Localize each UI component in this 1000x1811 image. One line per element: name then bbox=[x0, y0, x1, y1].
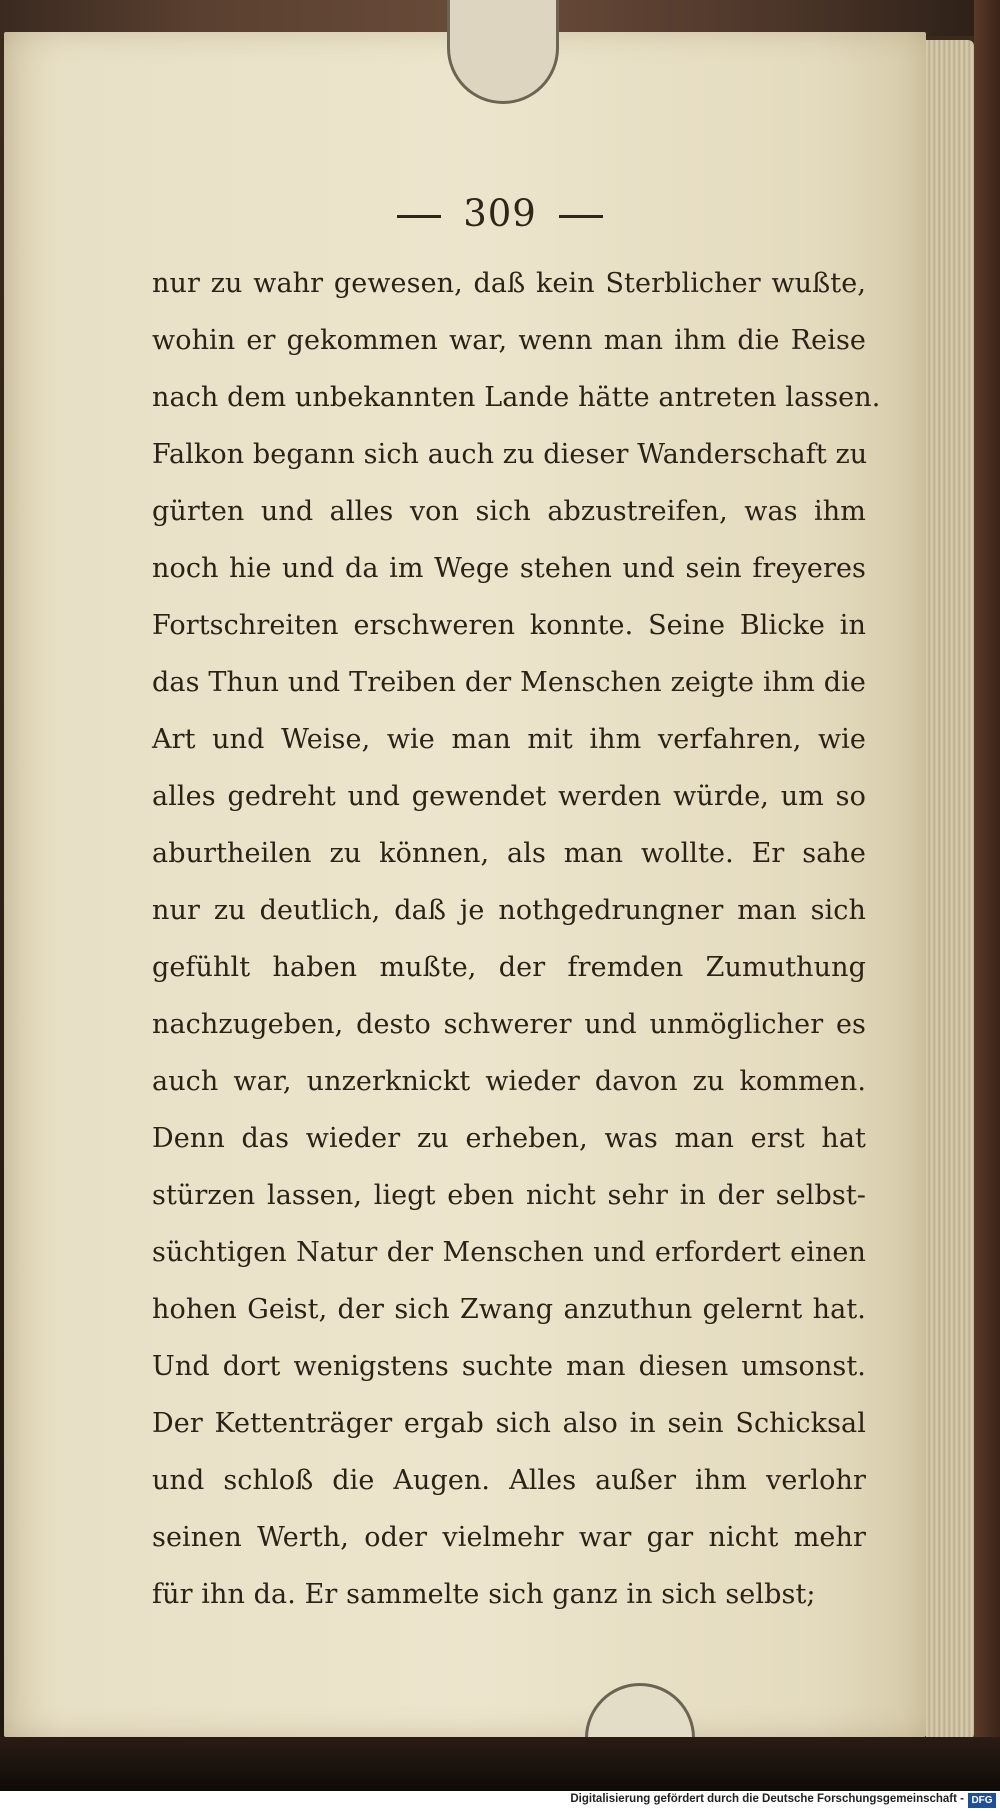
text-line: aburtheilen zu können, als man wollte. Er sahe bbox=[152, 838, 866, 869]
text-line: das Thun und Treiben der Menschen zeigte ihm die bbox=[152, 667, 866, 698]
footer-bar bbox=[0, 1791, 1000, 1811]
text-line: seinen Werth, oder vielmehr war gar nicht mehr bbox=[152, 1522, 866, 1553]
text-line: süchtigen Natur der Menschen und erfordert einen bbox=[152, 1237, 866, 1268]
dfg-logo: DFG bbox=[968, 1793, 996, 1808]
text-line: Art und Weise, wie man mit ihm verfahren, wie bbox=[152, 724, 866, 755]
text-line: nach dem unbekannten Lande hätte antreten lassen. bbox=[152, 382, 881, 413]
page-number bbox=[0, 192, 1000, 235]
text-line: wohin er gekommen war, wenn man ihm die Reise bbox=[152, 325, 866, 356]
text-line: alles gedreht und gewendet werden würde, um so bbox=[152, 781, 866, 812]
text-line: noch hie und da im Wege stehen und sein freyeres bbox=[152, 553, 866, 584]
text-line: Denn das wieder zu erheben, was man erst hat bbox=[152, 1123, 866, 1154]
text-line: auch war, unzerknickt wieder davon zu kommen. bbox=[152, 1066, 866, 1097]
dash-right bbox=[559, 215, 603, 218]
text-line: Der Kettenträger ergab sich also in sein Schicksal bbox=[152, 1408, 866, 1439]
footer-credit: Digitalisierung gefördert durch die Deutsche Forschungsgemeinschaft - bbox=[570, 1793, 964, 1805]
text-line: nur zu deutlich, daß je nothgedrungner man sich bbox=[152, 895, 866, 926]
body-text bbox=[152, 255, 881, 1623]
text-line: stürzen lassen, liegt eben nicht sehr in der selbst- bbox=[152, 1180, 866, 1211]
text-line: nachzugeben, desto schwerer und unmöglicher es bbox=[152, 1009, 866, 1040]
dash-left bbox=[397, 215, 441, 218]
book-cover-edge bbox=[974, 0, 1000, 1760]
text-line: gürten und alles von sich abzustreifen, was ihm bbox=[152, 496, 866, 527]
text-line: nur zu wahr gewesen, daß kein Sterblicher wußte, bbox=[152, 268, 866, 299]
text-line: und schloß die Augen. Alles außer ihm verlohr bbox=[152, 1465, 866, 1496]
page-edges bbox=[926, 40, 974, 1740]
text-line: hohen Geist, der sich Zwang anzuthun gelernt hat. bbox=[152, 1294, 866, 1325]
page-number-text: 309 bbox=[463, 192, 537, 235]
text-line: gefühlt haben mußte, der fremden Zumuthung bbox=[152, 952, 866, 983]
book-cover-bottom bbox=[0, 1737, 1000, 1791]
text-line: Falkon begann sich auch zu dieser Wanderschaft zu bbox=[152, 439, 868, 470]
text-line: für ihn da. Er sammelte sich ganz in sich selbst; bbox=[152, 1579, 816, 1610]
text-line: Fortschreiten erschweren konnte. Seine Blicke in bbox=[152, 610, 866, 641]
text-line: Und dort wenigstens suchte man diesen umsonst. bbox=[152, 1351, 866, 1382]
